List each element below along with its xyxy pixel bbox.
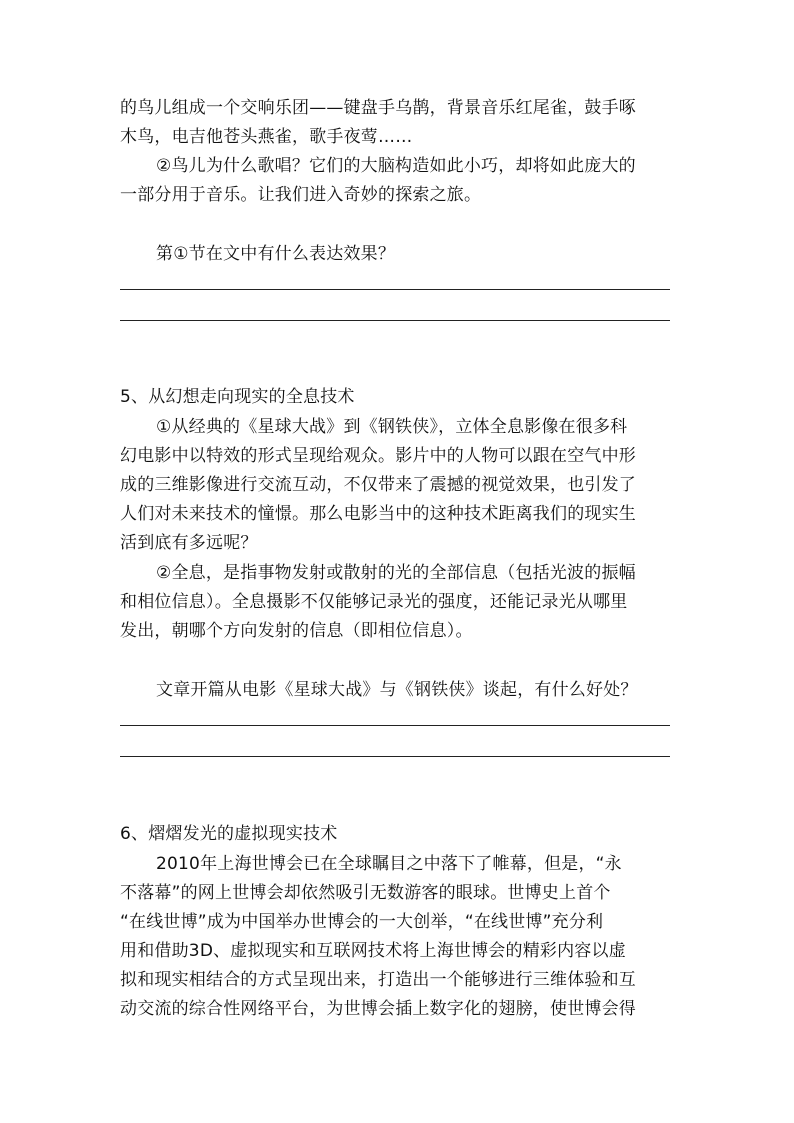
- answer-line[interactable]: [120, 320, 670, 321]
- paragraph-line: 2010年上海世博会已在全球瞩目之中落下了帷幕，但是，“永: [156, 854, 622, 874]
- paragraph-line: ②鸟儿为什么歌唱？它们的大脑构造如此小巧，却将如此庞大的: [156, 156, 636, 176]
- paragraph-line: 发出，朝哪个方向发射的信息（即相位信息）。: [120, 621, 473, 641]
- paragraph-line: 一部分用于音乐。让我们进入奇妙的探索之旅。: [120, 185, 482, 205]
- paragraph-line: 动交流的综合性网络平台，为世博会插上数字化的翅膀，使世博会得: [120, 999, 636, 1019]
- paragraph-line: ①从经典的《星球大战》到《钢铁侠》，立体全息影像在很多科: [156, 417, 628, 437]
- paragraph-line: 和相位信息）。全息摄影不仅能够记录光的强度，还能记录光从哪里: [120, 592, 628, 612]
- answer-line[interactable]: [120, 725, 670, 726]
- paragraph-line: 用和借助3D、虚拟现实和互联网技术将上海世博会的精彩内容以虚: [120, 941, 626, 961]
- paragraph-line: 成的三维影像进行交流互动，不仅带来了震撼的视觉效果，也引发了: [120, 475, 636, 495]
- question-text: 文章开篇从电影《星球大战》与《钢铁侠》谈起，有什么好处？: [156, 680, 638, 700]
- question-text: 第①节在文中有什么表达效果？: [156, 244, 396, 264]
- paragraph-line: “在线世博”成为中国举办世博会的一大创举，“在线世博”充分利: [120, 912, 604, 932]
- paragraph-line: 幻电影中以特效的形式呈现给观众。影片中的人物可以跟在空气中形: [120, 446, 636, 466]
- answer-line[interactable]: [120, 289, 670, 290]
- paragraph-line: 人们对未来技术的憧憬。那么电影当中的这种技术距离我们的现实生: [120, 504, 636, 524]
- section-heading: 5、从幻想走向现实的全息技术: [120, 387, 355, 407]
- answer-line[interactable]: [120, 756, 670, 757]
- section-heading: 6、熠熠发光的虚拟现实技术: [120, 824, 338, 844]
- paragraph-line: 拟和现实相结合的方式呈现出来，打造出一个能够进行三维体验和互: [120, 970, 636, 990]
- paragraph-line: 活到底有多远呢？: [120, 533, 258, 553]
- paragraph-line: 木鸟，电吉他苍头燕雀，歌手夜莺……: [120, 127, 413, 147]
- paragraph-line: 不落幕”的网上世博会却依然吸引无数游客的眼球。世博史上首个: [120, 883, 611, 903]
- paragraph-line: ②全息，是指事物发射或散射的光的全部信息（包括光波的振幅: [156, 563, 636, 583]
- paragraph-line: 的鸟儿组成一个交响乐团——键盘手乌鹊，背景音乐红尾雀，鼓手啄: [120, 98, 636, 118]
